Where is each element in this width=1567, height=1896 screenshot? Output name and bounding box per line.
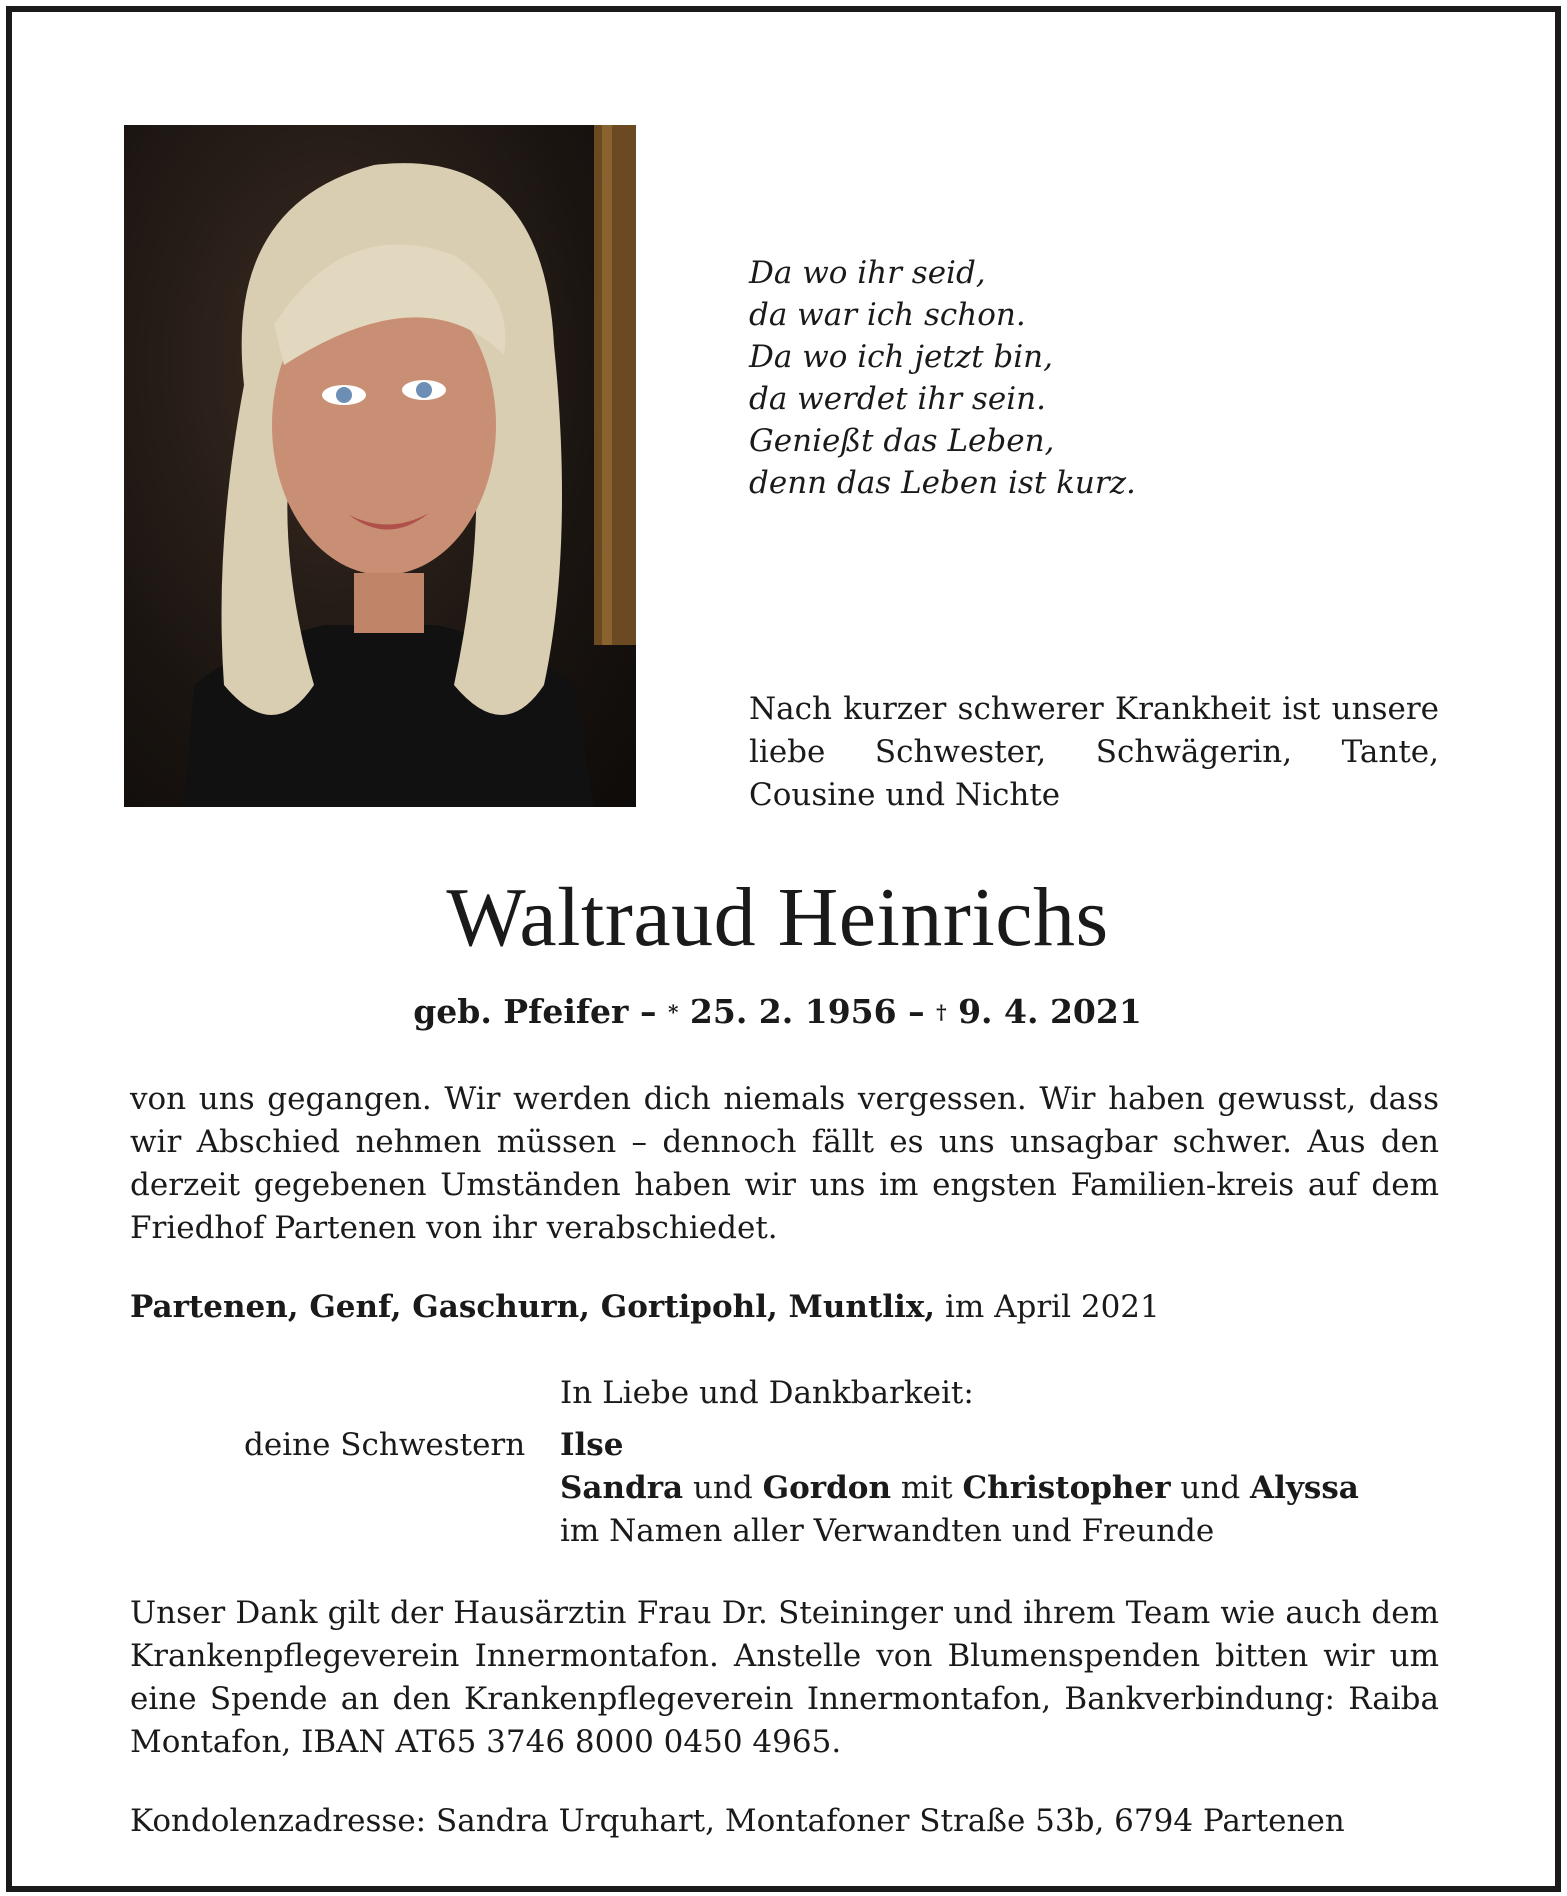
family-name: Ilse	[560, 1427, 624, 1463]
dash: –	[908, 992, 925, 1031]
dash: –	[639, 992, 657, 1031]
poem-line: denn das Leben ist kurz.	[749, 465, 1136, 501]
places-date: im April 2021	[944, 1289, 1160, 1325]
intro-text: Nach kurzer schwerer Krankheit ist unsere liebe Schwester, Schwägerin, Tante, Cousine und Nichte	[749, 691, 1439, 813]
life-dates	[0, 990, 1555, 1034]
portrait-photo-icon	[124, 125, 636, 807]
poem-line: Genießt das Leben,	[749, 423, 1055, 459]
family-name: Alyssa	[1250, 1470, 1359, 1506]
connector-word: und	[692, 1470, 753, 1506]
thanks-heading: In Liebe und Dankbarkeit:	[560, 1375, 974, 1411]
birth-symbol: *	[667, 1000, 679, 1024]
donation-text: Unser Dank gilt der Hausärztin Frau Dr. Steininger und ihrem Team wie auch dem Krankenpflegeverein Innermontafon. Anstelle von Blumenspenden bitten wir um eine Spende an den Krankenpflegeverein Innermontafon, Bankverbindung: Raiba Montafon, IBAN AT65 3746 8000 0450 4965.	[130, 1595, 1439, 1760]
poem-line: da war ich schon.	[749, 297, 1026, 333]
poem	[749, 252, 1449, 504]
body-text: von uns gegangen. Wir werden dich niemals vergessen. Wir haben gewusst, dass wir Abschied nehmen müssen – dennoch fällt es uns unsagbar schwer. Aus den derzeit gegebenen Umständen haben wir uns im engsten Familien-kreis auf dem Friedhof Partenen von ihr verabschiedet.	[130, 1081, 1439, 1246]
poem-line: da werdet ihr sein.	[749, 381, 1046, 417]
family-list	[560, 1424, 1359, 1553]
places-names: Partenen, Genf, Gaschurn, Gortipohl, Muntlix,	[130, 1289, 936, 1325]
places-line	[130, 1286, 1439, 1329]
poem-line: Da wo ihr seid,	[749, 255, 986, 291]
deceased-name: Waltraud Heinrichs	[446, 871, 1109, 964]
maiden-name: geb. Pfeifer	[413, 992, 629, 1031]
death-date: 9. 4. 2021	[958, 992, 1142, 1031]
connector-word: und	[1180, 1470, 1241, 1506]
portrait-photo	[124, 125, 636, 807]
sisters-label: deine Schwestern	[244, 1427, 526, 1463]
death-symbol: †	[936, 1000, 947, 1024]
relatives-line: im Namen aller Verwandten und Freunde	[560, 1513, 1215, 1549]
poem-line: Da wo ich jetzt bin,	[749, 339, 1053, 375]
family-name: Gordon	[762, 1470, 891, 1506]
family-name: Sandra	[560, 1470, 684, 1506]
condolence-address: Kondolenzadresse: Sandra Urquhart, Montafoner Straße 53b, 6794 Partenen	[130, 1803, 1345, 1839]
birth-date: 25. 2. 1956	[689, 992, 897, 1031]
connector-word: mit	[900, 1470, 953, 1506]
family-name: Christopher	[962, 1470, 1171, 1506]
